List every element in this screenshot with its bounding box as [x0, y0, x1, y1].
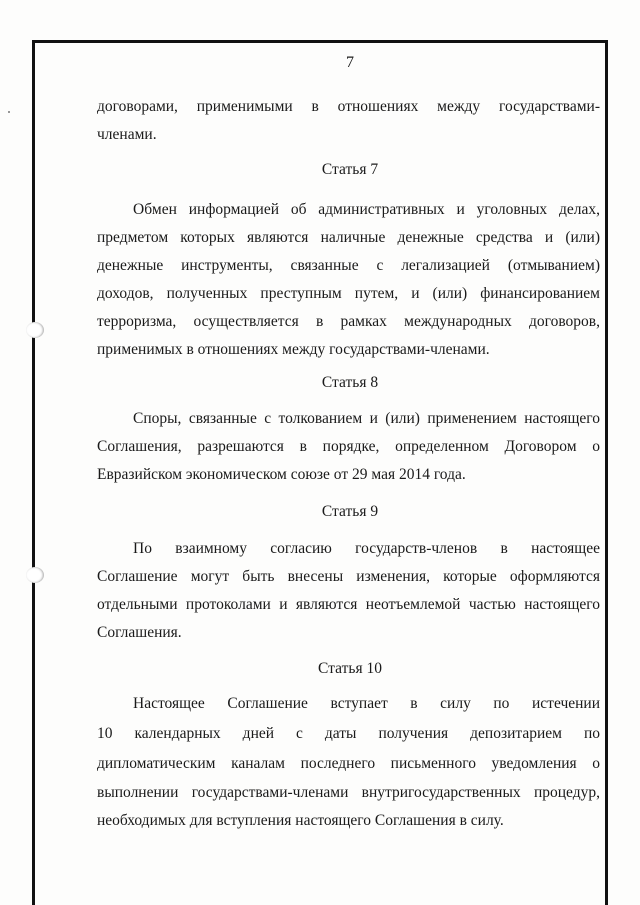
article-10-line-5: необходимых для вступления настоящего Соглашения в силу.: [97, 812, 504, 829]
article-10-line-3: дипломатическим каналам последнего письменного уведомления о: [97, 755, 600, 772]
article-7-line-2: предметом которых являются наличные денежные средства и (или): [97, 229, 600, 246]
article-8-heading: Статья 8: [321, 374, 379, 391]
punch-hole-upper: [26, 322, 44, 338]
article-9-line-1: По взаимному согласию государств-членов в настоящее: [133, 540, 600, 557]
article-8-line-1: Споры, связанные с толкованием и (или) применением настоящего: [133, 410, 600, 427]
article-9-line-3: отдельными протоколами и являются неотъемлемой частью настоящего: [97, 596, 600, 613]
article-9-line-2: Соглашение могут быть внесены изменения, которые оформляются: [97, 568, 600, 585]
article-7-line-1: Обмен информацией об административных и уголовных делах,: [133, 201, 600, 218]
article-7-line-6: применимых в отношениях между государствами-членами.: [97, 341, 490, 358]
page-frame-top: [32, 40, 608, 43]
punch-hole-lower: [26, 567, 44, 583]
continuation-line-2: членами.: [97, 126, 157, 143]
article-10-line-4: выполнении государствами-членами внутригосударственных процедур,: [97, 784, 600, 801]
article-9-line-4: Соглашения.: [97, 624, 182, 641]
article-10-line-2: 10 календарных дней с даты получения депозитарием по: [97, 725, 600, 742]
continuation-line-1: договорами, применимыми в отношениях между государствами-: [97, 98, 600, 115]
article-7-line-5: терроризма, осуществляется в рамках международных договоров,: [97, 313, 600, 330]
article-8-line-2: Соглашения, разрешаются в порядке, определенном Договором о: [97, 438, 600, 455]
scan-speck: [8, 111, 10, 113]
article-7-line-3: денежные инструменты, связанные с легализацией (отмыванием): [97, 257, 600, 274]
article-10-heading: Статья 10: [318, 660, 382, 677]
article-8-line-3: Евразийском экономическом союзе от 29 мая 2014 года.: [97, 466, 466, 483]
article-9-heading: Статья 9: [321, 503, 379, 520]
article-10-line-1: Настоящее Соглашение вступает в силу по истечении: [133, 695, 600, 712]
page-number: 7: [346, 54, 354, 71]
article-7-heading: Статья 7: [321, 161, 379, 178]
article-7-line-4: доходов, полученных преступным путем, и (или) финансированием: [97, 285, 600, 302]
